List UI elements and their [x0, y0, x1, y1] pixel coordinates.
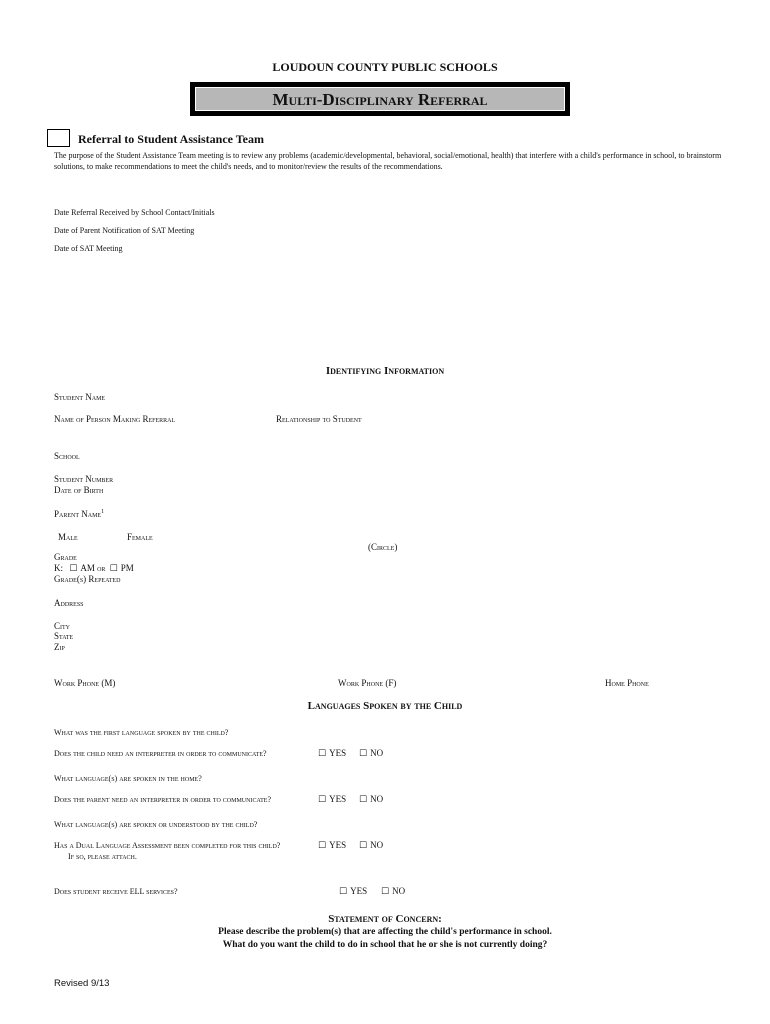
- male-option[interactable]: Male: [58, 532, 78, 542]
- ell-services-yes: [339, 886, 367, 897]
- kindergarten-row: [54, 563, 134, 574]
- no-label: NO: [370, 794, 384, 804]
- dual-language-note: If so, please attach.: [68, 852, 137, 861]
- languages-heading: Languages Spoken by the Child: [307, 700, 463, 712]
- child-interpreter-question: Does the child need an interpreter in order to communicate?: [54, 749, 267, 758]
- school-title: LOUDOUN COUNTY PUBLIC SCHOOLS: [272, 60, 498, 74]
- child-languages-question: What language(s) are spoken or understood by the child?: [54, 820, 258, 829]
- home-languages-question: What language(s) are spoken in the home?: [54, 774, 202, 783]
- sat-purpose-text: The purpose of the Student Assistance Team meeting is to review any problems (academic/developmental, behavioral, social/emotional, health) that interfere with a child's performance in school, to brainstorm solutions, to make recommendations to meet the child's needs, and to monitor/review the results of the recommendations.: [54, 151, 722, 171]
- dual-language-question: Has a Dual Language Assessment been completed for this child?: [54, 841, 281, 850]
- parent-interpreter-yes: [318, 794, 346, 805]
- student-name-label: Student Name: [54, 392, 106, 402]
- sat-referral-checkbox[interactable]: [47, 129, 70, 147]
- ell-services-no: [381, 886, 405, 897]
- yes-label: YES: [329, 748, 347, 758]
- child-interpreter-no-checkbox[interactable]: ☐: [359, 749, 368, 759]
- concern-line-2: What do you want the child to do in school that he or she is not currently doing?: [222, 940, 548, 950]
- zip-label: Zip: [54, 642, 65, 652]
- pm-checkbox[interactable]: ☐: [109, 564, 118, 574]
- yes-label: YES: [350, 886, 368, 896]
- relationship-label: Relationship to Student: [276, 414, 362, 424]
- city-label: City: [54, 621, 70, 631]
- work-phone-f-label: Work Phone (F): [338, 678, 397, 688]
- identifying-info-heading: Identifying Information: [325, 365, 445, 377]
- dob-label: Date of Birth: [54, 485, 104, 495]
- concern-heading: Statement of Concern:: [328, 913, 442, 925]
- parent-interpreter-yes-checkbox[interactable]: ☐: [318, 795, 327, 805]
- parent-interpreter-question: Does the parent need an interpreter in order to communicate?: [54, 795, 271, 804]
- parent-interpreter-no-checkbox[interactable]: ☐: [359, 795, 368, 805]
- sat-referral-label: Referral to Student Assistance Team: [78, 132, 264, 146]
- footnote-marker: 1: [101, 509, 105, 515]
- school-label: School: [54, 451, 80, 461]
- pm-label: PM: [120, 563, 134, 573]
- form-title-box: [190, 82, 570, 116]
- no-label: NO: [370, 840, 384, 850]
- female-option[interactable]: Female: [127, 532, 153, 542]
- no-label: NO: [392, 886, 406, 896]
- ell-services-yes-checkbox[interactable]: ☐: [339, 887, 348, 897]
- home-phone-label: Home Phone: [605, 678, 649, 688]
- dual-language-no: [359, 840, 383, 851]
- ell-services-question: Does student receive ELL services?: [54, 887, 178, 896]
- grades-repeated-label: Grade(s) Repeated: [54, 574, 121, 584]
- concern-line-1: Please describe the problem(s) that are affecting the child's performance in school.: [218, 927, 552, 937]
- work-phone-m-label: Work Phone (M): [54, 678, 116, 688]
- parent-interpreter-no: [359, 794, 383, 805]
- am-label: AM or: [80, 563, 106, 573]
- parent-name-label: [54, 509, 104, 519]
- yes-label: YES: [329, 794, 347, 804]
- first-language-question: What was the first language spoken by the child?: [54, 728, 229, 737]
- dual-language-yes: [318, 840, 346, 851]
- date-sat-meeting-label: Date of SAT Meeting: [54, 244, 123, 253]
- state-label: State: [54, 631, 74, 641]
- form-title: Multi-Disciplinary Referral: [195, 87, 565, 111]
- circle-note: (Circle): [368, 542, 398, 552]
- date-referral-received-label: Date Referral Received by School Contact/Initials: [54, 208, 215, 217]
- ell-services-no-checkbox[interactable]: ☐: [381, 887, 390, 897]
- date-parent-notification-label: Date of Parent Notification of SAT Meeting: [54, 226, 195, 235]
- child-interpreter-no: [359, 748, 383, 759]
- no-label: NO: [370, 748, 384, 758]
- address-label: Address: [54, 598, 84, 608]
- child-interpreter-yes: [318, 748, 346, 759]
- child-interpreter-yes-checkbox[interactable]: ☐: [318, 749, 327, 759]
- yes-label: YES: [329, 840, 347, 850]
- dual-language-yes-checkbox[interactable]: ☐: [318, 841, 327, 851]
- revision-note: Revised 9/13: [54, 978, 110, 989]
- k-label: K:: [54, 563, 63, 573]
- student-number-label: Student Number: [54, 474, 114, 484]
- dual-language-no-checkbox[interactable]: ☐: [359, 841, 368, 851]
- referrer-name-label: Name of Person Making Referral: [54, 414, 176, 424]
- am-checkbox[interactable]: ☐: [69, 564, 78, 574]
- grade-label: Grade: [54, 552, 77, 562]
- parent-name-text: Parent Name: [54, 509, 102, 519]
